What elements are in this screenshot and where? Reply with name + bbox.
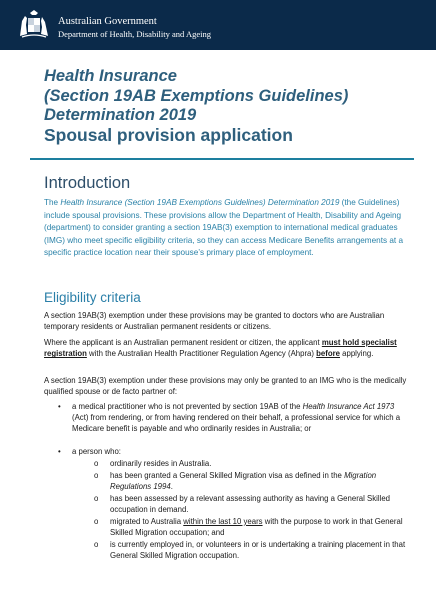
title-divider <box>30 158 414 160</box>
sub-text: . <box>170 482 173 492</box>
intro-text: The <box>44 198 61 207</box>
guidelines-title-italic: Health Insurance (Section 19AB Exemptions Guidelines) Determination 2019 <box>60 198 340 207</box>
bullet-icon: • <box>58 402 61 411</box>
circle-bullet-icon: o <box>94 459 99 468</box>
list-item-text <box>72 401 410 435</box>
p2-text: applying. <box>340 349 374 359</box>
eligibility-heading: Eligibility criteria <box>44 290 141 305</box>
sub-list-item-text <box>110 470 410 492</box>
coat-of-arms-logo <box>14 9 54 41</box>
regulations-title-italic: Migration Regulations 1994 <box>110 471 377 492</box>
sub-text: with the purpose to work in that General Skilled Migration occupation; and <box>110 517 403 538</box>
eligibility-paragraph-2 <box>44 337 418 359</box>
p2-text: with the Australian Health Practitioner Regulation Agency (Ahpra) <box>86 349 317 359</box>
circle-bullet-icon: o <box>94 517 99 526</box>
government-name: Australian Government <box>58 16 157 27</box>
eligibility-paragraph-3: A section 19AB(3) exemption under these provisions may only be granted to an IMG who is the medically qualified spouse or de facto partner of: <box>44 376 407 397</box>
government-header-bar <box>0 0 436 50</box>
p2-text: Where the applicant is an Australian permanent resident or citizen, the applicant <box>44 338 322 347</box>
bullet-icon: • <box>58 447 61 456</box>
eligibility-paragraph-1: A section 19AB(3) exemption under these provisions may be granted to doctors who are Australian temporary residents or Australian permanent residents or citizens. <box>44 311 385 332</box>
title-subtitle: Spousal provision application <box>44 124 293 145</box>
introduction-heading: Introduction <box>44 174 131 192</box>
sub-list-item-text: has been assessed by a relevant assessing authority as having a General Skilled occupation in demand. <box>110 494 390 515</box>
before-emphasis: before <box>316 349 340 359</box>
ten-years-emphasis: within the last 10 years <box>183 517 263 526</box>
circle-bullet-icon: o <box>94 540 99 549</box>
title-line-3: Determination 2019 <box>44 106 197 124</box>
act-title-italic: Health Insurance Act 1973 <box>302 402 395 411</box>
department-name: Department of Health, Disability and Ageing <box>58 29 211 39</box>
title-line-1: Health Insurance <box>44 67 177 85</box>
specialist-registration-emphasis: must hold specialist registration <box>44 338 397 359</box>
circle-bullet-icon: o <box>94 471 99 480</box>
list-item-text: a person who: <box>72 447 121 456</box>
introduction-paragraph <box>44 197 414 260</box>
circle-bullet-icon: o <box>94 494 99 503</box>
sub-text: has been granted a General Skilled Migration visa as defined in the <box>110 471 345 480</box>
bullet-text: a medical practitioner who is not prevented by section 19AB of the <box>72 402 303 411</box>
sub-list-item-text <box>110 516 410 538</box>
sub-list-item-text: ordinarily resides in Australia. <box>110 459 212 468</box>
bullet-text: (Act) from rendering, or from having rendered on their behalf, a professional service for which a Medicare benefit is payable and who ordinarily resides in Australia; or <box>72 413 401 434</box>
sub-list-item-text: is currently employed in, or volunteers in or is undertaking a training placement in that General Skilled Migration occupation. <box>110 540 406 561</box>
title-line-2: (Section 19AB Exemptions Guidelines) <box>44 86 349 105</box>
intro-text: (the Guidelines) include spousal provisions. These provisions allow the Department of Health, Disability and Ageing (department) to consider granting a section 19AB(3) exemption to international medical graduates (IMG) who meet specific eligibility criteria, so they can access Medicare Benefits arrangements at a specific practice location near their spouse’s primary place of employment. <box>44 198 404 257</box>
sub-text: migrated to Australia <box>110 517 184 526</box>
document-title <box>44 67 414 145</box>
